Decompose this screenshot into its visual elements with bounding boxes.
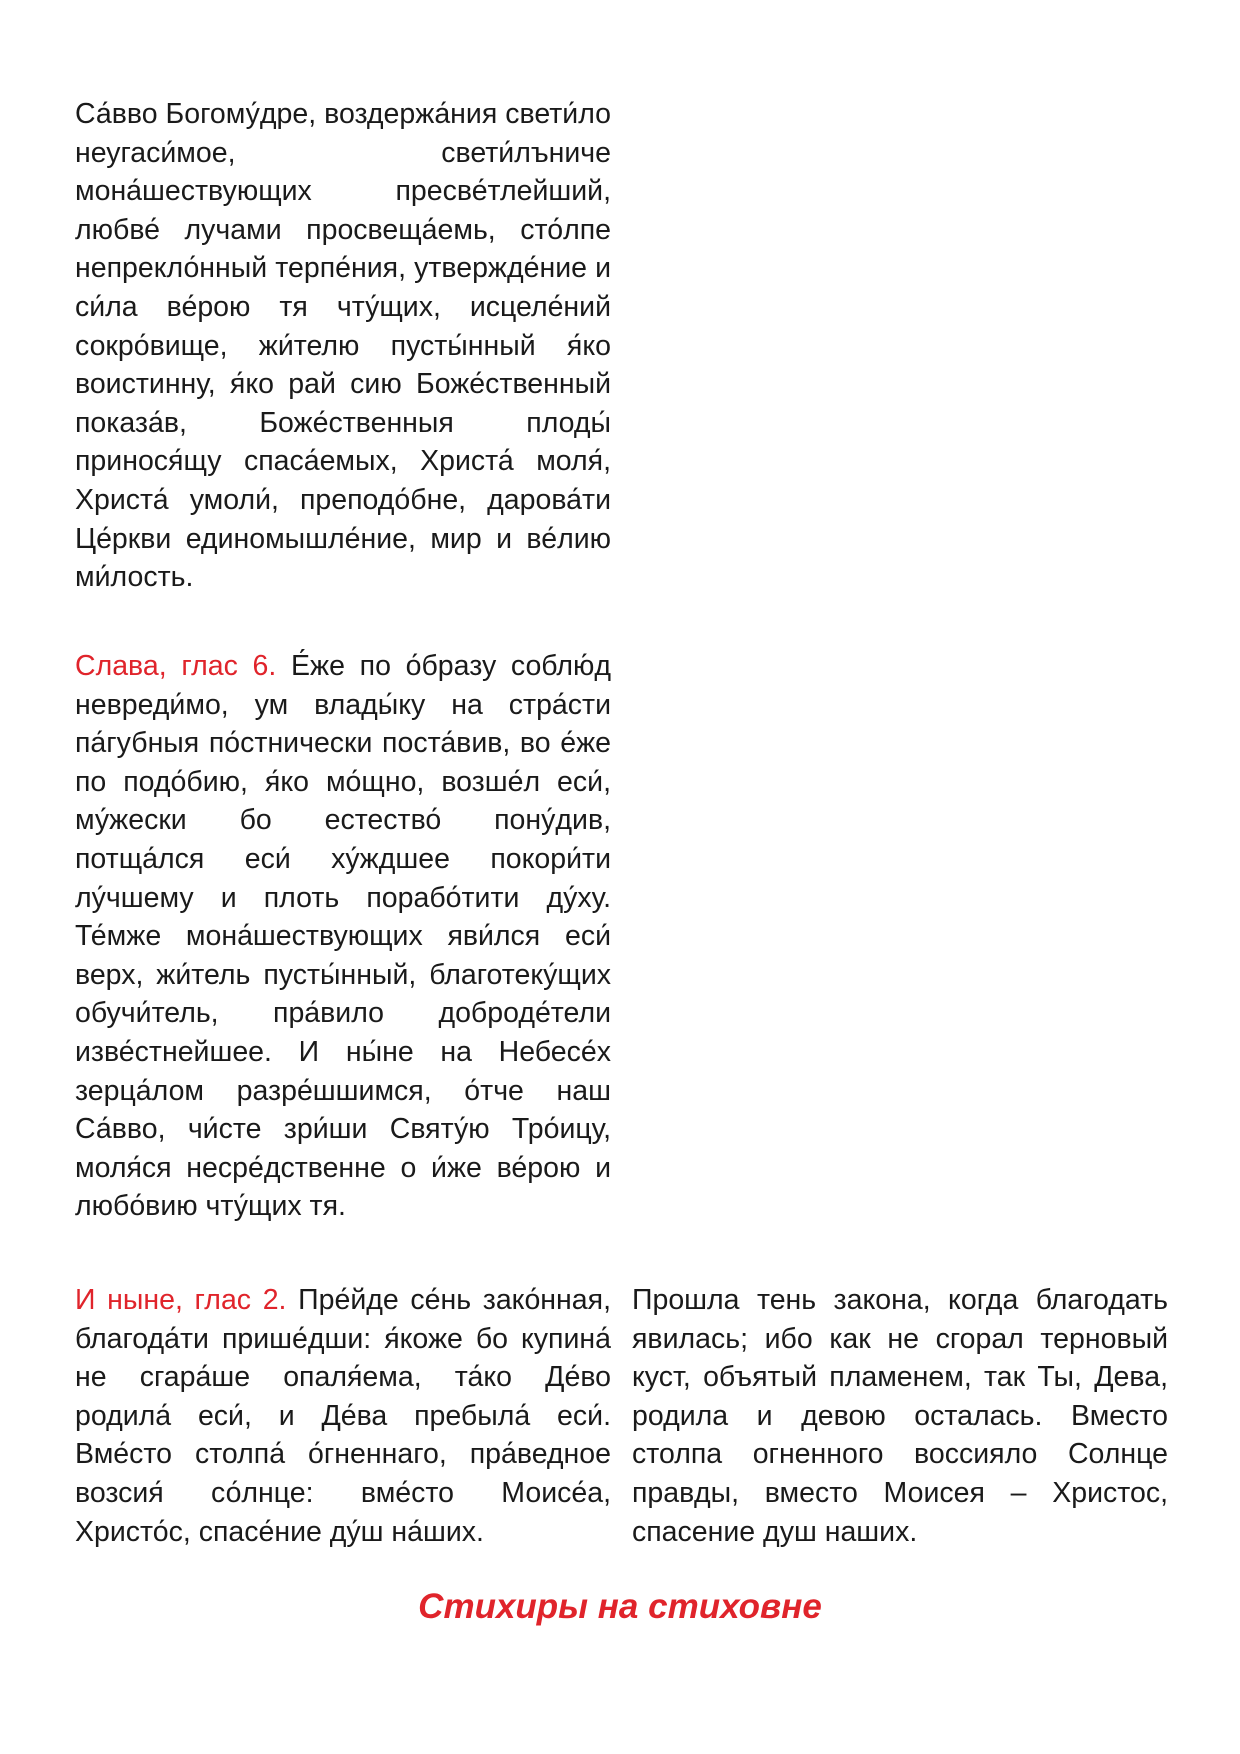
tone-label: Слава, глас 6. xyxy=(75,650,277,682)
paragraph-text: Са́вво Богому́дре, воздержа́ния свети́ло неугаси́мое, свети́лъниче мона́шествующих пресве́тлейший, любве́ лучами просвеща́емь, сто́лпе непрекло́нный терпе́ния, утвержде́ние и си́ла ве́рою тя чту́щих, исцеле́ний сокро́вище, жи́телю пусты́нный я́ко воистинну, я́ко рай сию Боже́ственный показа́в, Боже́ственныя плоды́ принося́щу спаса́емых, Христа́ моля́, Христа́ умоли́, преподо́бне, дарова́ти Це́ркви единомышле́ние, мир и ве́лию ми́лость. xyxy=(75,98,611,594)
tone-label: И ныне, глас 2. xyxy=(75,1284,287,1316)
now-and-ever-paragraph xyxy=(75,1281,611,1551)
glory-paragraph xyxy=(75,647,611,1226)
translation-paragraph xyxy=(632,1281,1168,1551)
paragraph-text: Е́же по о́бразу соблю́д невреди́мо, ум влады́ку на стра́сти па́губныя по́стнически поста́вив, во е́же по подо́бию, я́ко мо́щно, возше́л еси́, му́жески бо естество́ пону́див, потща́лся еси́ ху́ждшее покори́ти лу́чшему и плоть порабо́тити ду́ху. Те́мже мона́шествующих яви́лся еси́ верх, жи́тель пусты́нный, благотеку́щих обучи́тель, пра́вило доброде́тели изве́стнейшее. И ны́не на Небесе́х зерца́лом разре́шшимся, о́тче наш Са́вво, чи́сте зри́ши Святу́ю Тро́ицу, моля́ся несре́дственне о и́же ве́рою и любо́вию чту́щих тя. xyxy=(75,650,611,1223)
paragraph-text: Пре́йде се́нь зако́нная, благода́ти прише́дши: я́коже бо купина́ не сгара́ше опаля́ема, та́ко Де́во родила́ еси́, и Де́ва пребыла́ еси́. Вме́сто столпа́ о́гненнаго, пра́ведное возсия́ со́лнце: вме́сто Моисе́а, Христо́с, спасе́ние ду́ш на́ших. xyxy=(75,1284,611,1548)
stichera-paragraph xyxy=(75,95,611,597)
translation-text: Прошла тень закона, когда благодать явилась; ибо как не сгорал терновый куст, объятый пламенем, так Ты, Дева, родила и девою осталась. Вместо столпа огненного воссияло Солнце правды, вместо Моисея – Христос, спасение душ наших. xyxy=(632,1284,1168,1548)
section-heading: Стихиры на стиховне xyxy=(418,1587,822,1626)
